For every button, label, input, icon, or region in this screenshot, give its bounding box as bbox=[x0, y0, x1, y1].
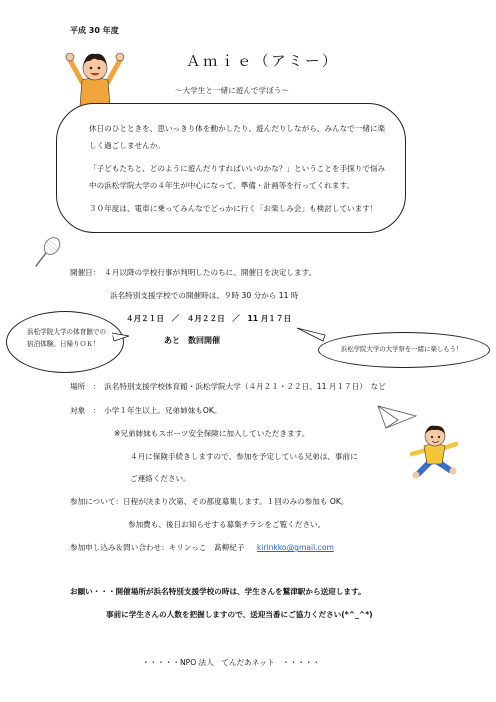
footer-organization: ・・・・・NPO 法人 てんだあネット ・・・・・ bbox=[142, 658, 321, 667]
intro-paragraph-1: 休日のひとときを、思いっきり体を動かしたり、遊んだりしながら、みんなで一緒に楽しく過ごしませんか。 bbox=[89, 124, 386, 150]
contact-email-link[interactable]: kirinkko@gmail.com bbox=[256, 543, 334, 552]
fiscal-year-label: 平成 30 年度 bbox=[70, 26, 119, 35]
venue-line bbox=[70, 382, 386, 391]
participation-line-2: 参加費も、後日お知らせする募集チラシをご覧ください。 bbox=[128, 520, 326, 529]
insurance-note-2: ４月に保険手続きしますので、参加を予定している兄弟は、事前に bbox=[130, 452, 358, 461]
speech-bubble-left-tail bbox=[112, 330, 130, 344]
intro-paragraph-2: 「子どもたちと、どのように遊んだりすればいいのかな？」ということを手探りで悩み中の浜松学院大学の４年生が中心になって、準備・計画等を行ってくれます。 bbox=[89, 164, 386, 190]
insurance-note-1: ※兄弟姉妹もスポーツ安全保険に加入していただきます。 bbox=[114, 429, 310, 438]
intro-paragraph-3: ３０年度は、電車に乗ってみんなでどっかに行く「お楽しみ会」も検討しています！ bbox=[89, 204, 378, 213]
event-more-dates: あと 数回開催 bbox=[164, 336, 220, 345]
page-subtitle: ～大学生と一緒に遊んで学ぼう～ bbox=[175, 86, 289, 95]
running-child-illustration bbox=[404, 424, 466, 480]
venue-text: 場所 ： 浜名特別支援学校体育館・浜松学院大学（４月２１・２２日、11 月１７日） など bbox=[70, 382, 386, 391]
page-title: Ａｍｉｅ（アミー） bbox=[186, 54, 339, 70]
speech-bubble-right-tail bbox=[296, 326, 326, 342]
speech-bubble-left bbox=[6, 311, 124, 373]
event-date-line: 開催日： ４月以降の学校行事が判明したのちに、開催日を決定します。 bbox=[70, 268, 317, 277]
event-dates: ４月２１日 ／ ４月２２日 ／ 11 月１７日 bbox=[126, 314, 292, 323]
participation-line-1: 参加について：日程が決まり次第、その都度募集します。１回のみの参加も OK。 bbox=[70, 497, 349, 506]
insurance-note-3: ご連絡ください。 bbox=[130, 474, 191, 483]
contact-line bbox=[70, 543, 334, 552]
cheering-child-illustration bbox=[64, 46, 126, 108]
badminton-racket-icon bbox=[32, 236, 62, 270]
target-line: 対象 ： 小学１年生以上。兄弟姉妹もOK。 bbox=[70, 406, 222, 415]
speech-bubble-left-text: 浜松学院大学の体育館での宿泊体験。日帰りＯＫ！ bbox=[27, 328, 107, 348]
event-time-line: 浜名特別支援学校での開催時は、９時 30 分から 11 時 bbox=[110, 291, 299, 300]
notice-line-2: 事前に学生さんの人数を把握しますので、送迎当番にご協力ください(*^_^*) bbox=[106, 610, 373, 619]
notice-line-1: お願い・・・開催場所が浜名特別支援学校の時は、学生さんを鷲津駅から送迎します。 bbox=[70, 587, 366, 596]
contact-label: 参加申し込み＆問い合わせ：キリンっこ 髙柳紀子 bbox=[70, 543, 245, 552]
speech-bubble-right bbox=[318, 332, 490, 368]
speech-bubble-right-text: 浜松学院大学の大学祭を一緒に楽しもう！ bbox=[341, 345, 463, 353]
intro-box bbox=[56, 103, 406, 233]
